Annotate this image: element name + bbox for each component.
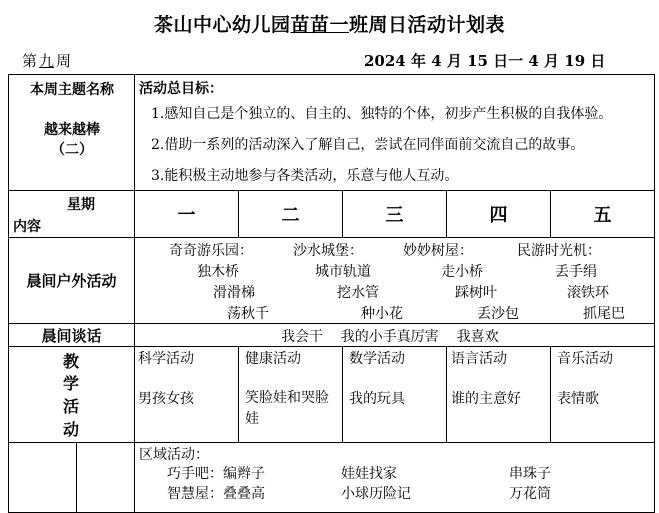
outdoor-item: 踩树叶 <box>455 285 497 301</box>
outdoor-zone-4: 民游时光机： <box>517 243 601 259</box>
talk-cell <box>135 324 655 347</box>
outdoor-zone-2: 沙水城堡： <box>293 243 363 259</box>
outdoor-item: 城市轨道 <box>315 264 371 280</box>
goal-item-1: 1.感知自己是个独立的、自主的、独特的个体，初步产生积极的自我体验。 <box>151 106 613 122</box>
area-cell <box>135 443 655 513</box>
goal-item-2: 2.借助一系列的活动深入了解自己，尝试在同伴面前交流自己的故事。 <box>151 137 585 153</box>
area-label-cell <box>9 443 135 513</box>
teaching-label-char: 活 <box>63 397 80 416</box>
weekday-label: 星期 <box>67 197 95 213</box>
theme-name-sub: （二） <box>51 142 93 158</box>
outdoor-item: 种小花 <box>361 306 403 322</box>
title-class-name: 苗苗一 <box>290 14 349 36</box>
week-suffix: 周 <box>56 52 72 70</box>
activity-content: 谁的主意好 <box>451 391 521 407</box>
activity-type: 语言活动 <box>451 351 507 367</box>
day-tuesday: 二 <box>239 191 343 238</box>
area-item: 小球历险记 <box>341 486 411 502</box>
teaching-cell-wednesday <box>343 347 447 443</box>
goal-item-3: 3.能积极主动地参与各类活动，乐意与他人互动。 <box>151 168 459 184</box>
outdoor-row <box>9 238 655 324</box>
teaching-label-char: 教 <box>63 352 80 371</box>
teaching-cell-thursday <box>447 347 551 443</box>
activity-type: 音乐活动 <box>557 351 613 367</box>
day-thursday: 四 <box>447 191 551 238</box>
area-item: 串珠子 <box>509 466 551 482</box>
teaching-cell-friday <box>551 347 655 443</box>
teaching-label-char: 学 <box>63 374 80 393</box>
teaching-label-char: 动 <box>63 420 80 439</box>
activity-content: 我的玩具 <box>349 391 405 407</box>
area-item: 智慧屋：叠叠高 <box>167 486 265 502</box>
activity-type: 数学活动 <box>349 351 405 367</box>
day-wednesday: 三 <box>343 191 447 238</box>
weekday-row <box>9 191 655 238</box>
outdoor-item: 走小桥 <box>441 264 483 280</box>
theme-cell <box>9 75 135 191</box>
activity-type: 健康活动 <box>245 351 301 367</box>
area-item: 万花筒 <box>509 486 551 502</box>
activity-type: 科学活动 <box>138 351 194 367</box>
outdoor-item: 荡秋千 <box>227 306 269 322</box>
date-range: 2024 年 4 月 15 日一 4 月 19 日 <box>364 52 606 70</box>
day-friday: 五 <box>551 191 655 238</box>
outdoor-label: 晨间户外活动 <box>9 238 135 324</box>
theme-label: 本周主题名称 <box>30 82 114 98</box>
area-divider <box>76 443 77 513</box>
activity-content: 笑脸娃和哭脸娃 <box>245 390 329 427</box>
week-prefix: 第 <box>22 52 38 70</box>
week-value: 九 <box>39 52 55 70</box>
activity-content: 男孩女孩 <box>138 391 194 407</box>
weekday-label-cell <box>9 191 135 238</box>
area-label: 区域活动： <box>139 447 209 463</box>
activity-content: 表情歌 <box>557 391 599 407</box>
teaching-label-cell <box>9 347 135 443</box>
goals-label: 活动总目标： <box>139 81 223 97</box>
teaching-cell-monday <box>135 347 239 443</box>
teaching-row <box>9 347 655 443</box>
outdoor-item: 独木桥 <box>197 264 239 280</box>
title-suffix: 班周日活动计划表 <box>349 14 506 36</box>
talk-row <box>9 324 655 347</box>
area-item: 娃娃找家 <box>341 466 397 482</box>
talk-content: 我会干 我的小手真厉害 我喜欢 <box>281 329 499 345</box>
area-row <box>9 443 655 513</box>
teaching-cell-tuesday <box>239 347 343 443</box>
talk-label: 晨间谈话 <box>9 324 135 347</box>
week-number <box>22 50 71 71</box>
day-monday: 一 <box>135 191 239 238</box>
theme-name: 越来越棒 <box>44 122 100 138</box>
plan-table <box>8 74 655 513</box>
theme-row <box>9 75 655 191</box>
goals-cell <box>135 75 655 191</box>
outdoor-item: 滑滑梯 <box>213 285 255 301</box>
outdoor-item: 丢沙包 <box>477 306 519 322</box>
outdoor-item: 丢手绢 <box>555 264 597 280</box>
outdoor-item: 滚铁环 <box>567 285 609 301</box>
outdoor-zone-1: 奇奇游乐园： <box>169 243 253 259</box>
outdoor-item: 抓尾巴 <box>583 306 625 322</box>
page-title <box>0 10 659 37</box>
area-item: 巧手吧：编辫子 <box>167 466 265 482</box>
outdoor-cell <box>135 238 655 324</box>
title-prefix: 茶山中心幼儿园 <box>153 14 291 36</box>
content-label: 内容 <box>13 219 41 235</box>
outdoor-zone-3: 妙妙树屋： <box>403 243 473 259</box>
outdoor-item: 挖水管 <box>337 285 379 301</box>
